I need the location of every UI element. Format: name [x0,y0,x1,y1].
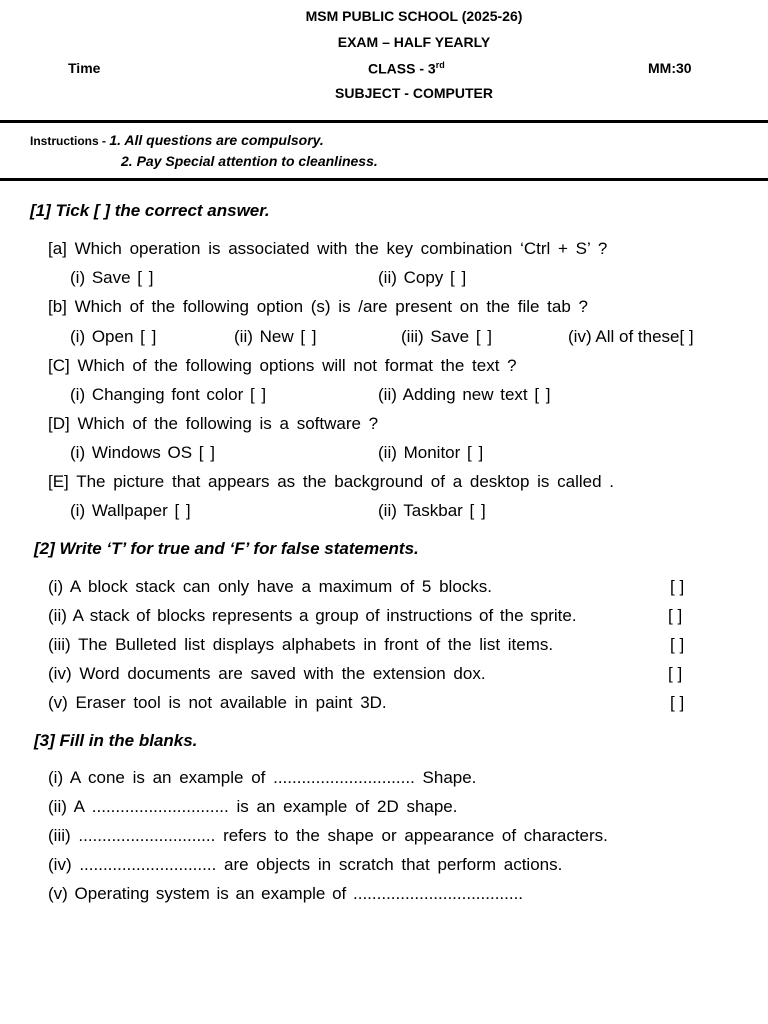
instruction-2: 2. Pay Special attention to cleanliness. [121,153,378,169]
question-e-option-1: (i) Wallpaper [ ] [70,501,191,520]
question-c-option-1: (i) Changing font color [ ] [70,385,267,404]
time-label: Time [68,60,101,76]
exam-title: EXAM – HALF YEARLY [337,34,491,50]
class-superscript: rd [435,60,445,70]
question-b-option-4: (iv) All of these[ ] [568,327,694,346]
class-label [368,60,445,77]
question-a-option-2: (ii) Copy [ ] [378,268,467,287]
question-b-option-3: (iii) Save [ ] [401,327,493,346]
header-divider [0,120,768,123]
question-d: [D] Which of the following is a software ? [48,414,379,433]
section2-title: [2] Write ‘T’ for true and ‘F’ for false statements. [34,539,419,558]
class-text: CLASS - 3 [368,60,436,77]
question-a-option-1: (i) Save [ ] [70,268,154,287]
question-b-option-1: (i) Open [ ] [70,327,157,346]
section3-title: [3] Fill in the blanks. [34,731,198,750]
question-b: [b] Which of the following option (s) is /are present on the file tab ? [48,297,588,316]
question-a: [a] Which operation is associated with the key combination ‘Ctrl + S’ ? [48,239,608,258]
question-b-option-2: (ii) New [ ] [234,327,317,346]
blank-2: (ii) A ............................. is an example of 2D shape. [48,797,458,816]
statement-3: (iii) The Bulleted list displays alphabets in front of the list items. [48,635,554,654]
question-c-option-2: (ii) Adding new text [ ] [378,385,551,404]
question-d-option-2: (ii) Monitor [ ] [378,443,484,462]
instructions-label: Instructions - [30,134,110,148]
statement-3-bracket: [ ] [670,635,685,654]
question-d-option-1: (i) Windows OS [ ] [70,443,215,462]
instruction-line-1 [30,132,324,150]
school-name: MSM PUBLIC SCHOOL (2025-26) [305,8,523,24]
blank-3: (iii) ............................. refers to the shape or appearance of characters. [48,826,608,845]
blank-5: (v) Operating system is an example of .................................... [48,884,524,903]
subject-title: SUBJECT - COMPUTER [335,85,493,101]
statement-4-bracket: [ ] [668,664,683,683]
max-marks: MM:30 [648,60,692,76]
statement-5: (v) Eraser tool is not available in paint 3D. [48,693,387,712]
statement-2-bracket: [ ] [668,606,683,625]
question-c: [C] Which of the following options will not format the text ? [48,356,517,375]
instruction-1: 1. All questions are compulsory. [109,132,324,148]
statement-5-bracket: [ ] [670,693,685,712]
question-e: [E] The picture that appears as the background of a desktop is called . [48,472,615,491]
question-e-option-2: (ii) Taskbar [ ] [378,501,486,520]
statement-2: (ii) A stack of blocks represents a group of instructions of the sprite. [48,606,577,625]
statement-4: (iv) Word documents are saved with the extension dox. [48,664,486,683]
section1-title: [1] Tick [ ] the correct answer. [30,201,270,220]
instructions-divider [0,178,768,181]
statement-1: (i) A block stack can only have a maximum of 5 blocks. [48,577,493,596]
blank-1: (i) A cone is an example of .............................. Shape. [48,768,477,787]
statement-1-bracket: [ ] [670,577,685,596]
blank-4: (iv) ............................. are objects in scratch that perform actions. [48,855,563,874]
